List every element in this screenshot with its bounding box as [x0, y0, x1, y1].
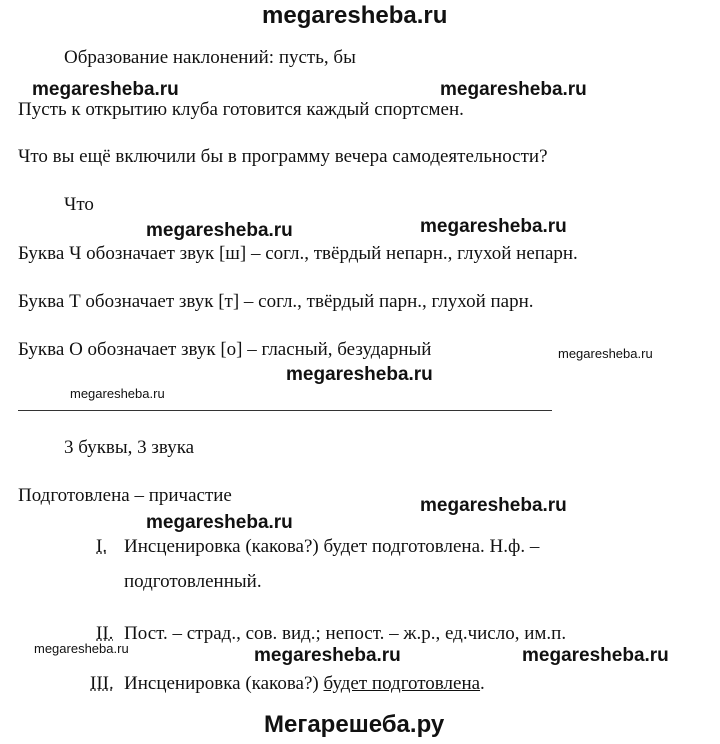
item-text-3c: .	[480, 673, 485, 694]
item-text-1b: подготовленный.	[124, 571, 262, 592]
watermark: megaresheba.ru	[32, 79, 179, 100]
watermark-small: megaresheba.ru	[70, 386, 165, 401]
item-text-2: Пост. – страд., сов. вид.; непост. – ж.р., ед.число, им.п.	[124, 623, 567, 644]
watermark: megaresheba.ru	[254, 645, 401, 666]
item-text-1a: Инсценировка (какова?) будет подготовлена. Н.ф. –	[124, 536, 540, 557]
letter-count: 3 буквы, 3 звука	[64, 437, 195, 458]
item-text-3b-underlined: будет подготовлена	[323, 673, 481, 694]
watermark: megaresheba.ru	[146, 220, 293, 241]
watermark: megaresheba.ru	[522, 645, 669, 666]
watermark: megaresheba.ru	[440, 79, 587, 100]
sound-line: Буква Ч обозначает звук [ш] – согл., твёрдый непарн., глухой непарн.	[18, 243, 578, 264]
sentence-line: Пусть к открытию клуба готовится каждый спортсмен.	[18, 99, 464, 120]
watermark-bottom: Мегарешеба.ру	[264, 711, 445, 738]
watermark: megaresheba.ru	[286, 364, 433, 385]
watermark: megaresheba.ru	[420, 495, 567, 516]
sentence-line: Что вы ещё включили бы в программу вечера самодеятельности?	[18, 146, 548, 167]
participle-title: Подготовлена – причастие	[18, 485, 232, 506]
watermark-small: megaresheba.ru	[558, 346, 653, 361]
watermark: megaresheba.ru	[420, 216, 567, 237]
item-marker-3: III.	[90, 673, 114, 694]
watermark: megaresheba.ru	[146, 512, 293, 533]
sound-line: Буква О обозначает звук [о] – гласный, безударный	[18, 339, 432, 360]
watermark-small: megaresheba.ru	[34, 641, 129, 656]
item-marker-1: I.	[96, 536, 108, 557]
heading: Образование наклонений: пусть, бы	[64, 47, 356, 68]
watermark-top: megaresheba.ru	[262, 2, 448, 29]
sound-line: Буква Т обозначает звук [т] – согл., твёрдый парн., глухой парн.	[18, 291, 534, 312]
item-text-3a: Инсценировка (какова?)	[124, 673, 324, 694]
item-text-3	[124, 673, 485, 695]
word-what: Что	[64, 194, 94, 215]
item-marker-2: II.	[96, 623, 114, 644]
divider	[18, 410, 552, 411]
